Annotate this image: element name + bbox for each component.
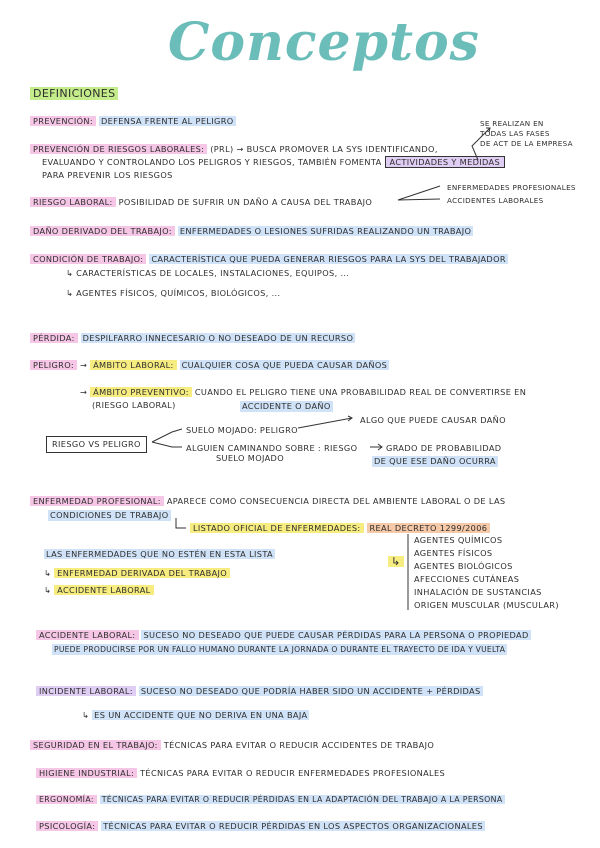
sub-term: ÁMBITO LABORAL: [90, 360, 177, 370]
term: ERGONOMÍA: [36, 795, 97, 804]
term: DAÑO DERIVADO DEL TRABAJO: [30, 226, 175, 236]
agent-item: ORIGEN MUSCULAR (MUSCULAR) [414, 600, 559, 610]
term: HIGIENE INDUSTRIAL: [36, 768, 137, 778]
definition-text: EVALUANDO Y CONTROLANDO LOS PELIGROS Y RIESGOS, TAMBIÉN FOMENTA [42, 157, 382, 167]
comparison-note: ALGO QUE PUEDE CAUSAR DAÑO [360, 415, 506, 425]
agent-item: AGENTES FÍSICOS [414, 548, 493, 558]
term: PÉRDIDA: [30, 333, 78, 343]
definition-line: PARA PREVENIR LOS RIESGOS [42, 170, 173, 180]
term: PREVENCIÓN DE RIESGOS LABORALES: [30, 144, 207, 154]
definition-text: (PRL) → BUSCA PROMOVER LA SYS IDENTIFICANDO, [210, 144, 438, 154]
term: SEGURIDAD EN EL TRABAJO: [30, 740, 161, 750]
arrow-glyph: → [79, 360, 88, 370]
term: CONDICIÓN DE TRABAJO: [30, 254, 146, 264]
term: RIESGO LABORAL: [30, 197, 116, 207]
definition-text: TÉCNICAS PARA EVITAR O REDUCIR ACCIDENTES DE TRABAJO [163, 740, 435, 750]
definition-text: CONDICIONES DE TRABAJO [50, 510, 169, 520]
side-note: TODAS LAS FASES [480, 129, 550, 138]
definition-text: CARACTERÍSTICA QUE PUEDA GENERAR RIESGOS PARA LA SYS DEL TRABAJADOR [151, 254, 506, 264]
term: PELIGRO: [30, 360, 77, 370]
section-heading: DEFINICIONES [30, 87, 118, 100]
definition-text: LAS ENFERMEDADES QUE NO ESTÉN EN ESTA LISTA [46, 549, 273, 559]
definition-ambito-preventivo: → ÁMBITO PREVENTIVO: CUANDO EL PELIGRO TIENE UNA PROBABILIDAD REAL DE CONVERTIRSE EN [80, 387, 527, 397]
sub-item-text: AGENTES FÍSICOS, QUÍMICOS, BIOLÓGICOS, ... [76, 288, 281, 298]
agent-item: AFECCIONES CUTÁNEAS [414, 574, 520, 584]
sub-item-text: ENFERMEDAD DERIVADA DEL TRABAJO [54, 568, 230, 578]
sub-item: ↳ AGENTES FÍSICOS, QUÍMICOS, BIOLÓGICOS, ... [66, 288, 281, 298]
decree-reference: REAL DECRETO 1299/2006 [367, 523, 491, 533]
sub-item: ↳ ACCIDENTE LABORAL [44, 585, 154, 596]
side-note: SE REALIZAN EN [480, 119, 544, 128]
sub-item: ↳ CARACTERÍSTICAS DE LOCALES, INSTALACIONES, EQUIPOS, ... [66, 268, 350, 278]
boxed-term: ACTIVIDADES Y MEDIDAS [385, 156, 506, 168]
agent-item: AGENTES QUÍMICOS [414, 535, 503, 545]
definition-text: PUEDE PRODUCIRSE POR UN FALLO HUMANO DURANTE LA JORNADA O DURANTE EL TRAYECTO DE IDA Y VUELTA [54, 645, 506, 654]
riesgo-vs-peligro-box: RIESGO VS PELIGRO [46, 436, 147, 453]
sub-item-text: ACCIDENTE LABORAL [54, 585, 153, 595]
definition-text: SUCESO NO DESEADO QUE PUEDE CAUSAR PÉRDIDAS PARA LA PERSONA O PROPIEDAD [143, 630, 529, 640]
term: ENFERMEDAD PROFESIONAL: [30, 496, 164, 506]
definition-text: DESPILFARRO INNECESARIO O NO DESEADO DE UN RECURSO [82, 333, 354, 343]
branch-item: ENFERMEDADES PROFESIONALES [447, 183, 576, 192]
term: INCIDENTE LABORAL: [36, 686, 136, 696]
comparison-line: SUELO MOJADO [216, 453, 285, 463]
branch-item: ACCIDENTES LABORALES [447, 196, 544, 205]
sub-item-text: ES UN ACCIDENTE QUE NO DERIVA EN UNA BAJA [94, 710, 308, 720]
sub-term: LISTADO OFICIAL DE ENFERMEDADES: [190, 523, 364, 533]
definition-text: CUANDO EL PELIGRO TIENE UNA PROBABILIDAD REAL DE CONVERTIRSE EN [194, 387, 527, 397]
sub-item-text: CARACTERÍSTICAS DE LOCALES, INSTALACIONES, EQUIPOS, ... [76, 268, 350, 278]
side-note: DE ACT DE LA EMPRESA [480, 139, 573, 148]
definition-text: DEFENSA FRENTE AL PELIGRO [100, 116, 234, 126]
sub-note: (RIESGO LABORAL) [92, 400, 176, 410]
page-title: Conceptos [168, 12, 480, 73]
definition-text: APARECE COMO CONSECUENCIA DIRECTA DEL AMBIENTE LABORAL O DE LAS [166, 496, 506, 506]
definition-text: TÉCNICAS PARA EVITAR O REDUCIR PÉRDIDAS EN LOS ASPECTOS ORGANIZACIONALES [103, 821, 483, 831]
sub-item: ↳ ENFERMEDAD DERIVADA DEL TRABAJO [44, 568, 230, 579]
sub-item: ↳ ES UN ACCIDENTE QUE NO DERIVA EN UNA BAJA [82, 710, 308, 720]
term: PREVENCIÓN: [30, 116, 96, 126]
definition-text: TÉCNICAS PARA EVITAR O REDUCIR ENFERMEDADES PROFESIONALES [140, 768, 446, 778]
sub-term: ÁMBITO PREVENTIVO: [90, 387, 192, 397]
agent-item: AGENTES BIOLÓGICOS [414, 561, 513, 571]
definition-text: TÉCNICAS PARA EVITAR O REDUCIR PÉRDIDAS EN LA ADAPTACIÓN DEL TRABAJO A LA PERSONA [101, 795, 503, 804]
arrow-line [472, 128, 490, 160]
definition-text: SUCESO NO DESEADO QUE PODRÍA HABER SIDO UN ACCIDENTE + PÉRDIDAS [140, 686, 481, 696]
term: PSICOLOGÍA: [36, 821, 98, 831]
definition-text: ENFERMEDADES O LESIONES SUFRIDAS REALIZANDO UN TRABAJO [179, 226, 472, 236]
definition-text: CUALQUIER COSA QUE PUEDA CAUSAR DAÑOS [181, 360, 388, 370]
bracket-arrow-icon: ↳ [388, 556, 404, 567]
term: ACCIDENTE LABORAL: [36, 630, 139, 640]
definition-text: POSIBILIDAD DE SUFRIR UN DAÑO A CAUSA DEL TRABAJO [118, 197, 373, 207]
agent-item: INHALACIÓN DE SUSTANCIAS [414, 587, 542, 597]
comparison-note: GRADO DE PROBABILIDAD [386, 443, 502, 453]
comparison-line: SUELO MOJADO: PELIGRO [186, 425, 298, 435]
comparison-line: ALGUIEN CAMINANDO SOBRE : RIESGO [186, 443, 358, 453]
comparison-note: DE QUE ESE DAÑO OCURRA [374, 456, 496, 466]
definition-text: ACCIDENTE O DAÑO [242, 401, 331, 411]
